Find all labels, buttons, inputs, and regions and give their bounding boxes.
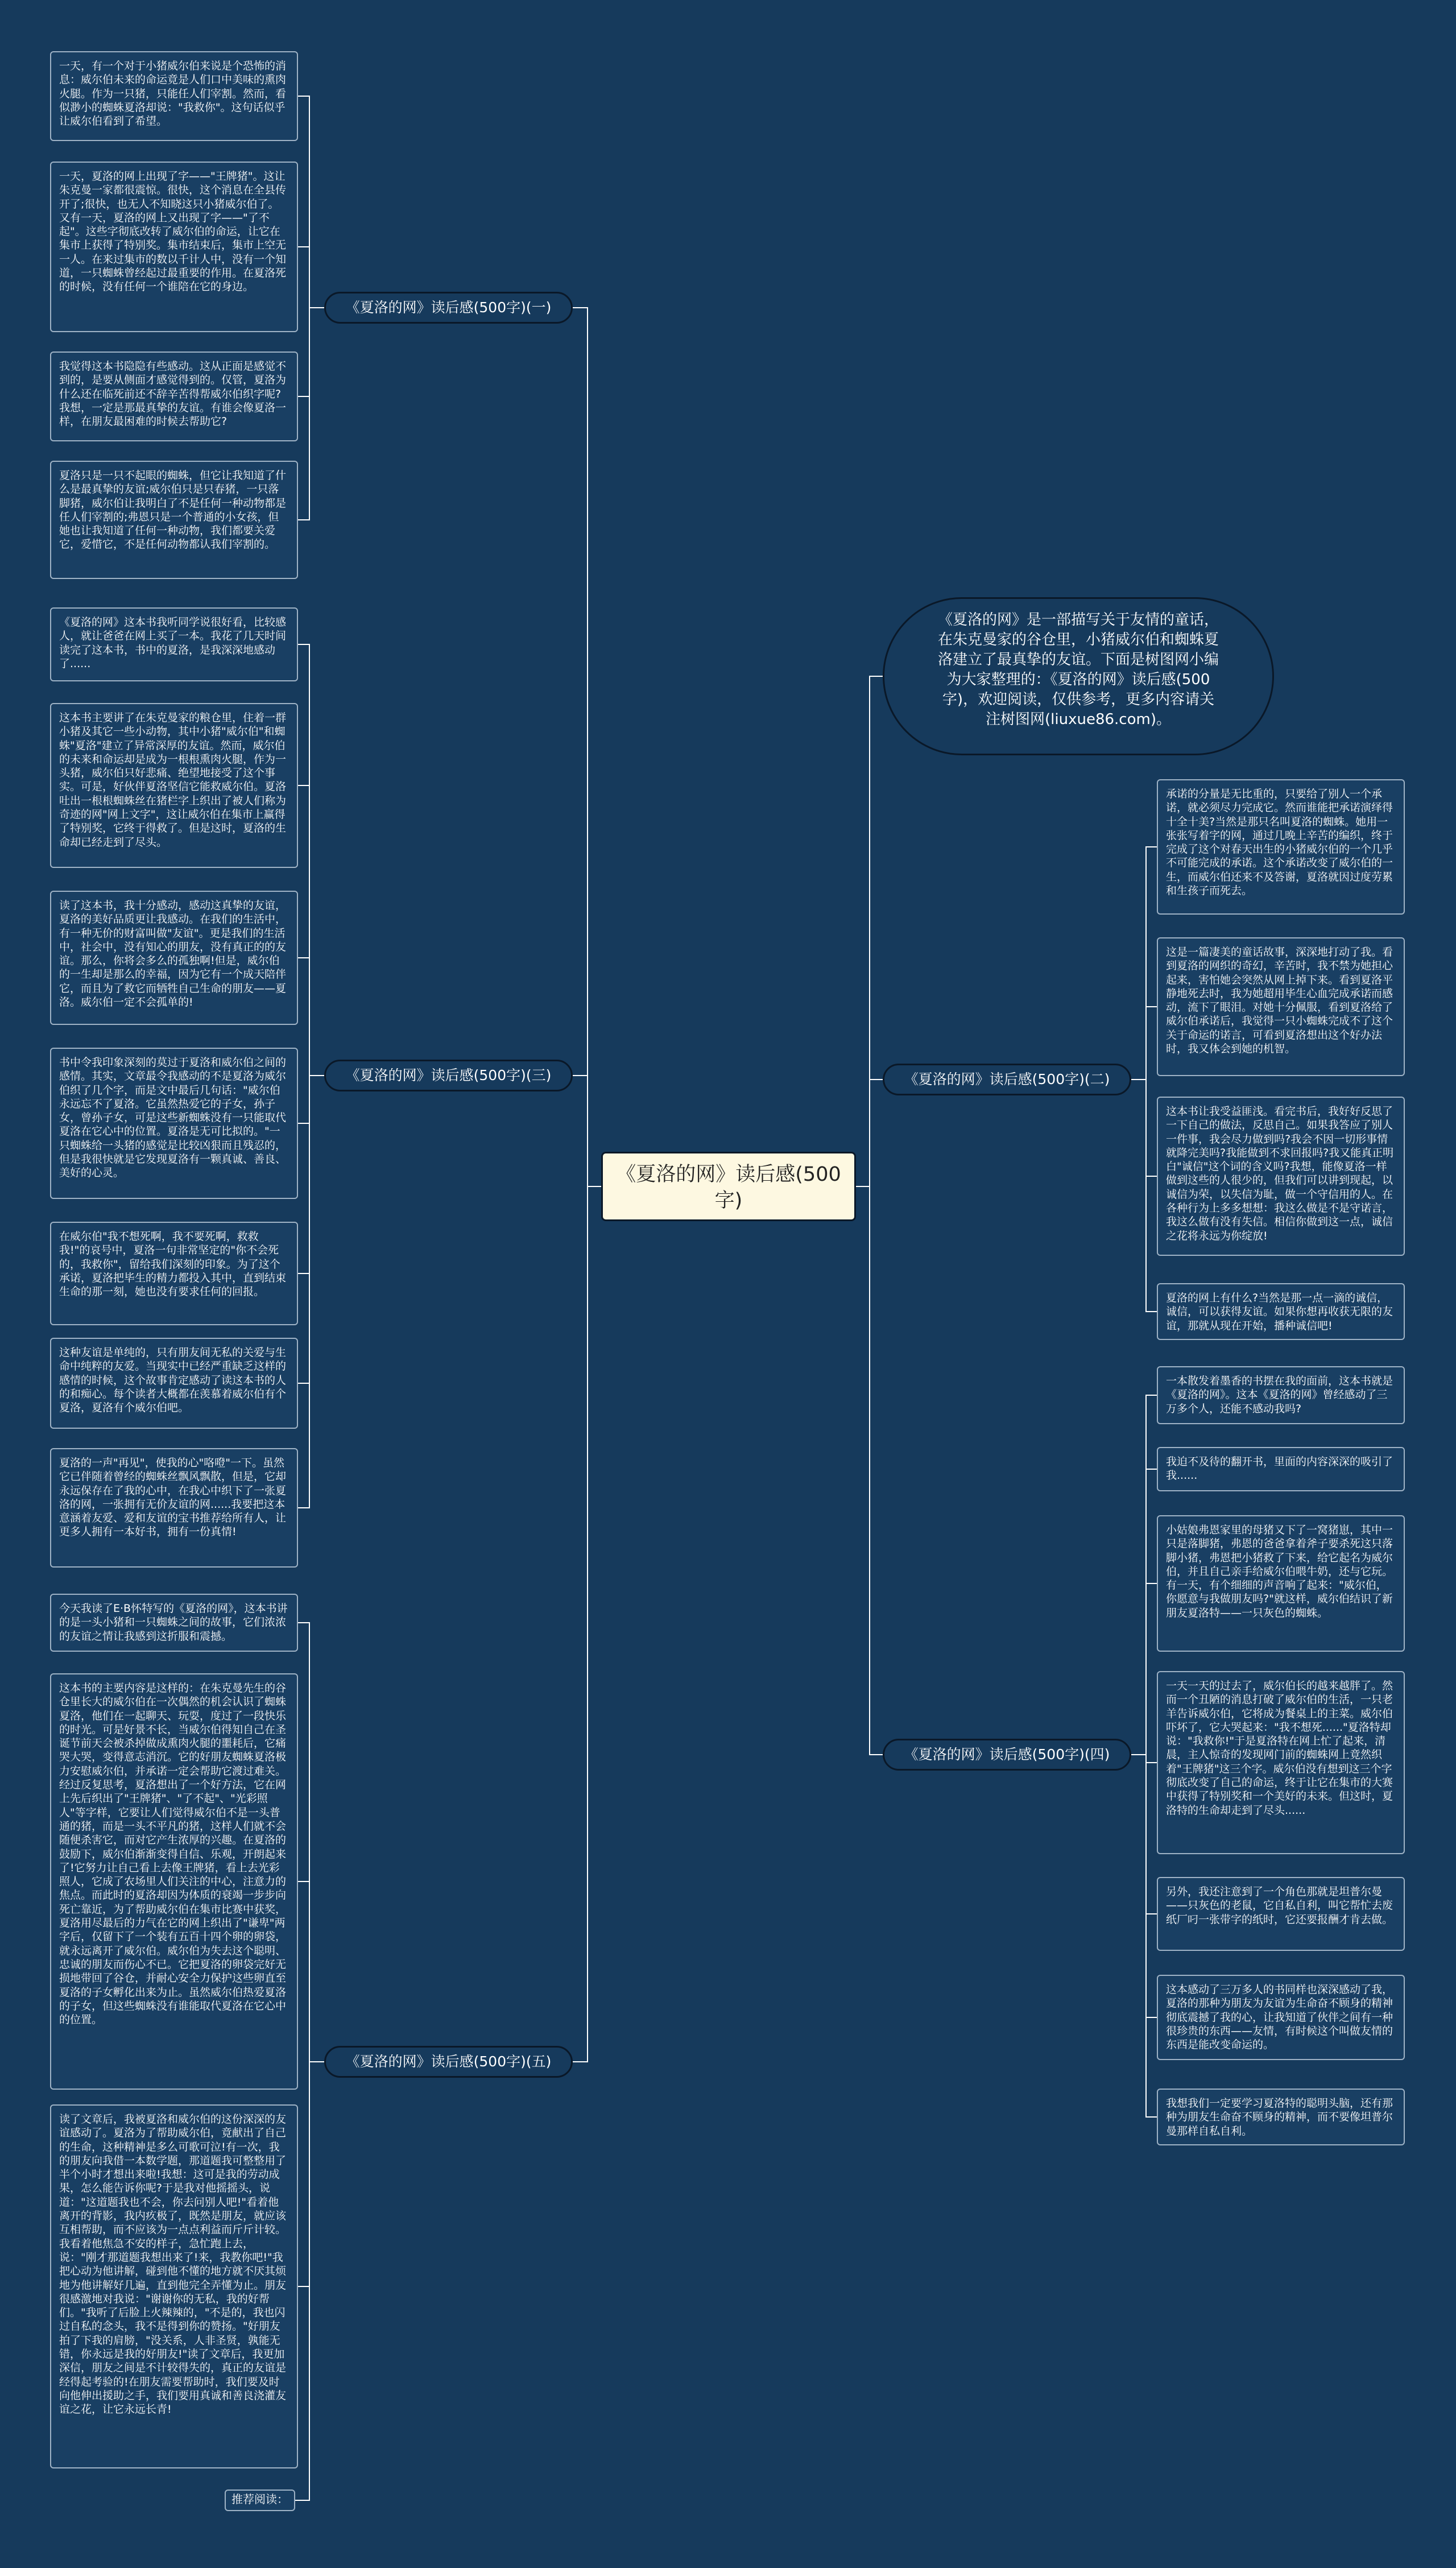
branch-leaf-connector (298, 1881, 309, 2062)
leaf-node[interactable]: 我想我们一定要学习夏洛特的聪明头脑，还有那种为朋友生命奋不顾身的精神，而不要像坦普尔曼那样自私自利。 (1157, 2089, 1405, 2145)
branch-leaf-connector (1146, 1755, 1157, 2117)
branch-one[interactable] (324, 292, 573, 324)
leaf-node[interactable]: 在威尔伯"我不想死啊，我不要死啊，救救我!"的哀号中，夏洛一句非常坚定的"你不会死的，我救你"，留给我们深刻的印象。为了这个承诺，夏洛把毕生的精力都投入其中，直到结束生命的那一刻，她也没有要求任何的回报。 (50, 1222, 298, 1325)
branch-leaf-connector (298, 1076, 309, 1273)
branch-leaf-connector (298, 958, 309, 1076)
leaf-node[interactable]: 一本散发着墨香的书摆在我的面前，这本书就是《夏洛的网》。这本《夏洛的网》曾经感动了三万多个人，还能不感动我吗? (1157, 1366, 1405, 1424)
branch-leaf-connector (1146, 1755, 1157, 2017)
leaf-node[interactable]: 读了文章后，我被夏洛和威尔伯的这份深深的友谊感动了。夏洛为了帮助威尔伯，竟献出了自己的生命，这种精神是多么可歌可泣!有一次，我的朋友向我借一本数学题，那道题我可整整用了半个小时才想出来啦!我想：这可是我的劳动成果，怎么能告诉你呢?于是我对他摇摇头，说道："这道题我也不会，你去问别人吧!"看着他离开的背影，我内疚极了，既然是朋友，就应该互相帮助，而不应该为一点点利益而斤斤计较。我看着他焦急不安的样子，急忙跑上去，说："刚才那道题我想出来了!来，我教你吧!"我把心动为他讲解，碰到他不懂的地方就不厌其烦地为他讲解好几遍，直到他完全弄懂为止。朋友很感激地对我说："谢谢你的无私，我的好帮们。"我听了后脸上火辣辣的，"不是的，我也闪过自私的念头，我不是得到你的赞扬。"好朋友拍了下我的肩膀，"没关系，人非圣贤，孰能无错，你永远是我的好朋友!"读了文章后，我更加深信，朋友之间是不计较得失的，真正的友谊是经得起考验的!在朋友需要帮助时，我们要及时向他伸出援助之手，我们要用真诚和善良浇灌友谊之花，让它永远长青! (50, 2104, 298, 2468)
branch-leaf-connector (1146, 847, 1157, 1080)
branch-label: 《夏洛的网》读后感(500字)(五) (345, 2053, 552, 2070)
root-branch-connector (856, 1080, 883, 1186)
branch-leaf-connector (298, 96, 309, 308)
leaf-node[interactable]: 今天我读了E·B怀特写的《夏洛的网》，这本书讲的是一头小猪和一只蜘蛛之间的故事，它们浓浓的友谊之情让我感到这折服和震撼。 (50, 1594, 298, 1652)
root-intro-connector (856, 676, 883, 1186)
branch-leaf-connector (298, 247, 309, 308)
branch-leaf-connector (298, 2062, 309, 2286)
branch-four[interactable] (883, 1739, 1131, 1771)
leaf-node[interactable]: 夏洛只是一只不起眼的蜘蛛，但它让我知道了什么是最真挚的友谊;威尔伯只是只春猪，一只落脚猪，威尔伯让我明白了不是任何一种动物都是任人们宰割的;弗恩只是一个普通的小女孩，但她也让我知道了任何一种动物，我们都要关爱它，爱惜它，不是任何动物都认我们宰割的。 (50, 461, 298, 579)
branch-leaf-connector (298, 1076, 309, 1383)
leaf-node[interactable]: 《夏洛的网》这本书我听同学说很好看，比较感人，就让爸爸在网上买了一本。我花了几天时间读完了这本书，书中的夏洛，是我深深地感动了...... (50, 607, 298, 681)
branch-leaf-connector (1146, 1583, 1157, 1755)
branch-leaf-connector (1146, 1395, 1157, 1755)
branch-label: 《夏洛的网》读后感(500字)(一) (345, 299, 552, 316)
recommend-text: 推荐阅读： (231, 2492, 288, 2506)
root-topic-label: 《夏洛的网》读后感(500字) (616, 1163, 841, 1212)
leaf-node[interactable]: 我迫不及待的翻开书，里面的内容深深的吸引了我...... (1157, 1447, 1405, 1491)
branch-leaf-connector (1146, 1080, 1157, 1312)
leaf-node[interactable]: 另外，我还注意到了一个角色那就是坦普尔曼——只灰色的老鼠，它自私自利，叫它帮忙去废纸厂叼一张带字的纸时，它还要报酬才肯去做。 (1157, 1877, 1405, 1951)
branch-five[interactable] (324, 2046, 573, 2078)
branch-three[interactable] (324, 1060, 573, 1091)
root-branch-connector (573, 1186, 601, 2062)
leaf-node[interactable]: 这本感动了三万多人的书同样也深深感动了我，夏洛的那种为朋友为友谊为生命奋不顾身的精神彻底震撼了我的心，让我知道了伙伴之间有一种很珍贵的东西——友情，有时候这个叫做友情的东西是能改变命运的。 (1157, 1975, 1405, 2060)
branch-leaf-connector (1146, 1007, 1157, 1080)
intro-text: 《夏洛的网》是一部描写关于友情的童话，在朱克曼家的谷仓里，小猪威尔伯和蜘蛛夏洛建立了最真挚的友谊。下面是树图网小编为大家整理的：《夏洛的网》读后感(500字)，欢迎阅读，仅供参考，更多内容请关注树图网(liuxue86.com)。 (937, 611, 1219, 728)
leaf-node[interactable]: 一天一天的过去了，威尔伯长的越来越胖了。然而一个丑陋的消息打破了威尔伯的生活，一只老羊告诉威尔伯，它将成为餐桌上的主菜。威尔伯吓坏了，它大哭起来："我不想死......"夏洛特却说："我救你!"于是夏洛特在网上忙了起来，清晨，主人惊奇的发现网门前的蜘蛛网上竟然织着"王牌猪"这三个字。威尔伯没有想到这三个字彻底改变了自己的命运，终于让它在集市的大赛中获得了特别奖和一个美好的未来。但这时，夏洛特的生命却走到了尽头...... (1157, 1671, 1405, 1854)
leaf-node[interactable]: 一天，有一个对于小猪威尔伯来说是个恐怖的消息：威尔伯未来的命运竟是人们口中美味的熏肉火腿。作为一只猪，只能任人们宰割。然而，看似渺小的蜘蛛夏洛却说："我救你"。这句话似乎让威尔伯看到了希望。 (50, 51, 298, 141)
leaf-node[interactable]: 这本书主要讲了在朱克曼家的粮仓里，住着一群小猪及其它一些小动物，其中小猪"威尔伯"和蜘蛛"夏洛"建立了异常深厚的友谊。然而，威尔伯的未来和命运却是成为一根根熏肉火腿，作为一头猪，威尔伯只好悲痛、绝望地接受了这个事实。可是，好伙伴夏洛坚信它能救威尔伯。夏洛吐出一根根蜘蛛丝在猪栏字上织出了被人们称为奇迹的网"网上文字"，这让威尔伯在集市上赢得了特别奖，它终于得救了。但是这时，夏洛的生命却已经走到了尽头。 (50, 703, 298, 868)
leaf-node[interactable]: 读了这本书，我十分感动，感动这真挚的友谊，夏洛的美好品质更让我感动。在我们的生活中，有一种无价的财富叫做"友谊"。更是我们的生活中，社会中，没有知心的朋友，没有真正的的友谊。那么，你将会多么的孤独啊!但是，威尔伯的一生却是那么的幸福，因为它有一个成天陪伴它，而且为了救它而牺牲自己生命的朋友——夏洛。威尔伯一定不会孤单的! (50, 891, 298, 1025)
branch-leaf-connector (298, 1076, 309, 1123)
leaf-node[interactable]: 书中令我印象深刻的莫过于夏洛和威尔伯之间的感情。其实，文章最令我感动的不是夏洛为威尔伯织了几个字，而是文中最后几句话："威尔伯永远忘不了夏洛。它虽然热爱它的子女，孙子女，曾孙子女，可是这些新蜘蛛没有一只能取代夏洛在它心中的位置。夏洛是无可比拟的。"一只蜘蛛给一头猪的感觉是比较凶狠而且残忍的，但是我很快就是它发现夏洛有一颗真诚、善良、美好的心灵。 (50, 1048, 298, 1199)
root-branch-connector (573, 1076, 601, 1186)
intro-bubble[interactable] (883, 597, 1274, 755)
root-branch-connector (856, 1186, 883, 1755)
recommend-label[interactable] (225, 2490, 295, 2511)
leaf-node[interactable]: 我觉得这本书隐隐有些感动。这从正面是感觉不到的，是要从侧面才感觉得到的。仅管，夏洛为什么还在临死前还不辞辛苦得帮威尔伯织字呢?我想，一定是那最真挚的友谊。有谁会像夏洛一样，在朋友最困难的时候去帮助它? (50, 352, 298, 441)
leaf-node[interactable]: 这本书让我受益匪浅。看完书后，我好好反思了一下自己的做法，反思自己。如果我答应了别人一件事，我会尽力做到吗?我会不因一切形事情就降完美吗?我能做到不求回报吗?我又能真正明白"诚信"这个词的含义吗?我想，能像夏洛一样做到这些的人很少的，但我们可以讲到现起，以诚信为荣，以失信为耻，做一个守信用的人。在各种行为上多多想想：我这么做是不是守诺言，我这么做有没有失信。相信你做到这一点，诚信之花将永远为你绽放! (1157, 1097, 1405, 1256)
branch-label: 《夏洛的网》读后感(500字)(三) (345, 1067, 552, 1084)
leaf-node[interactable]: 夏洛的网上有什么?当然是那一点一滴的诚信，诚信，可以获得友谊。如果你想再收获无限的友谊，那就从现在开始，播种诚信吧! (1157, 1283, 1405, 1340)
root-topic[interactable] (601, 1152, 856, 1221)
branch-leaf-connector (1146, 1469, 1157, 1755)
branch-leaf-connector (1146, 1755, 1157, 1763)
branch-leaf-connector (298, 308, 309, 520)
branch-leaf-connector (298, 1076, 309, 1508)
branch-label: 《夏洛的网》读后感(500字)(二) (904, 1071, 1110, 1087)
branch-leaf-connector (298, 644, 309, 1076)
leaf-node[interactable]: 这本书的主要内容是这样的：在朱克曼先生的谷仓里长大的威尔伯在一次偶然的机会认识了蜘蛛夏洛，他们在一起聊天、玩耍，度过了一段快乐的时光。可是好景不长，当威尔伯得知自己在圣诞节前天会被杀掉做成熏肉火腿的噩耗后，它痛哭大哭，变得意志消沉。它的好朋友蜘蛛夏洛极力安慰威尔伯，并承诺一定会帮助它渡过难关。经过反复思考，夏洛想出了一个好方法，它在网上先后织出了"王牌猪"、"了不起"、"光彩照人"等字样，它要让人们觉得威尔伯不是一头普通的猪，而是一头不平凡的猪，这样人们就不会随便杀害它，而对它产生浓厚的兴趣。在夏洛的鼓励下，威尔伯渐渐变得自信、乐观，开朗起来了!它努力让自己看上去像王牌猪，看上去光彩照人，它成了农场里人们关注的中心，注意力的焦点。而此时的夏洛却因为体质的衰竭一步步向死亡靠近，为了帮助威尔伯在集市比赛中获奖，夏洛用尽最后的力气在它的网上织出了"谦卑"两字后，仅留下了一个装有五百十四个卵的卵袋，就永远离开了威尔伯。威尔伯为失去这个聪明、忠诚的朋友而伤心不已。它把夏洛的卵袋完好无损地带回了谷仓，并耐心安全力保护这些卵直至夏洛的子女孵化出来为止。虽然威尔伯热爱夏洛的子女，但这些蜘蛛没有谁能取代夏洛在它心中的位置。 (50, 1673, 298, 2090)
leaf-node[interactable]: 小姑娘弗恩家里的母猪又下了一窝猪崽，其中一只是落脚猪，弗恩的爸爸拿着斧子要杀死这只落脚小猪，弗恩把小猪救了下来，给它起名为威尔伯，并且自己亲手给威尔伯喂牛奶，还与它玩。有一天，有个细细的声音响了起来："威尔伯，你愿意与我做朋友吗?"就这样，威尔伯结识了新朋友夏洛特——一只灰色的蜘蛛。 (1157, 1515, 1405, 1652)
branch-leaf-connector (1146, 1755, 1157, 1914)
branch-leaf-connector (298, 785, 309, 1076)
leaf-node[interactable]: 这是一篇凄美的童话故事，深深地打动了我。看到夏洛的网织的奇幻，辛苦时，我不禁为她担心起来，害怕她会突然从网上掉下来。看到夏洛平静地死去时，我为她超用毕生心血完成承诺而感动，流下了眼泪。对她十分佩服，看到夏洛给了威尔伯承诺后，我觉得一只小蜘蛛完成不了这个关于命运的诺言，可看到夏洛想出这个好办法时，我又体会到她的机智。 (1157, 937, 1405, 1076)
branch-leaf-connector (1146, 1080, 1157, 1176)
branch-leaf-connector (298, 308, 309, 396)
leaf-node[interactable]: 夏洛的一声"再见"，使我的心"咯噔"一下。虽然它已伴随着曾经的蜘蛛丝飘风飘散，但是，它却永远保存在了我的心中，在我心中织下了一张夏洛的网，一张拥有无价友谊的网......我要把这本意涵着友爱、爱和友谊的宝书推荐给所有人，让更多人拥有一本好书，拥有一份真情! (50, 1448, 298, 1568)
branch-two[interactable] (883, 1064, 1131, 1095)
leaf-node[interactable]: 这种友谊是单纯的，只有朋友间无私的关爱与生命中纯粹的友爱。当现实中已经严重缺乏这样的感情的时候，这个故事肯定感动了读这本书的人的和痴心。每个读者大概都在羡慕着威尔伯有个夏洛，夏洛有个威尔伯吧。 (50, 1338, 298, 1429)
branch-leaf-connector (298, 1623, 309, 2062)
leaf-node[interactable]: 一天，夏洛的网上出现了字——"王牌猪"。这让朱克曼一家都很震惊。很快，这个消息在全县传开了;很快，也无人不知晓这只小猪威尔伯了。又有一天，夏洛的网上又出现了字——"了不起"。这些字彻底改转了威尔伯的命运，让它在集市上获得了特别奖。集市结束后，集市上空无一人。在来过集市的数以千计人中，没有一个知道，一只蜘蛛曾经起过最重要的作用。在夏洛死的时候，没有任何一个谁陪在它的身边。 (50, 162, 298, 332)
root-branch-connector (573, 308, 601, 1186)
leaf-node[interactable]: 承诺的分量是无比重的，只要给了别人一个承诺，就必须尽力完成它。然而谁能把承诺演绎得十全十美?当然是那只名叫夏洛的蜘蛛。她用一张张写着字的网，通过几晚上辛苦的编织，终于完成了这个对春天出生的小猪威尔伯的一个几乎不可能完成的承诺。这个承诺改变了威尔伯的一生，而威尔伯还来不及答谢，夏洛就因过度劳累和生孩子而死去。 (1157, 779, 1405, 915)
branch-label: 《夏洛的网》读后感(500字)(四) (904, 1746, 1110, 1763)
